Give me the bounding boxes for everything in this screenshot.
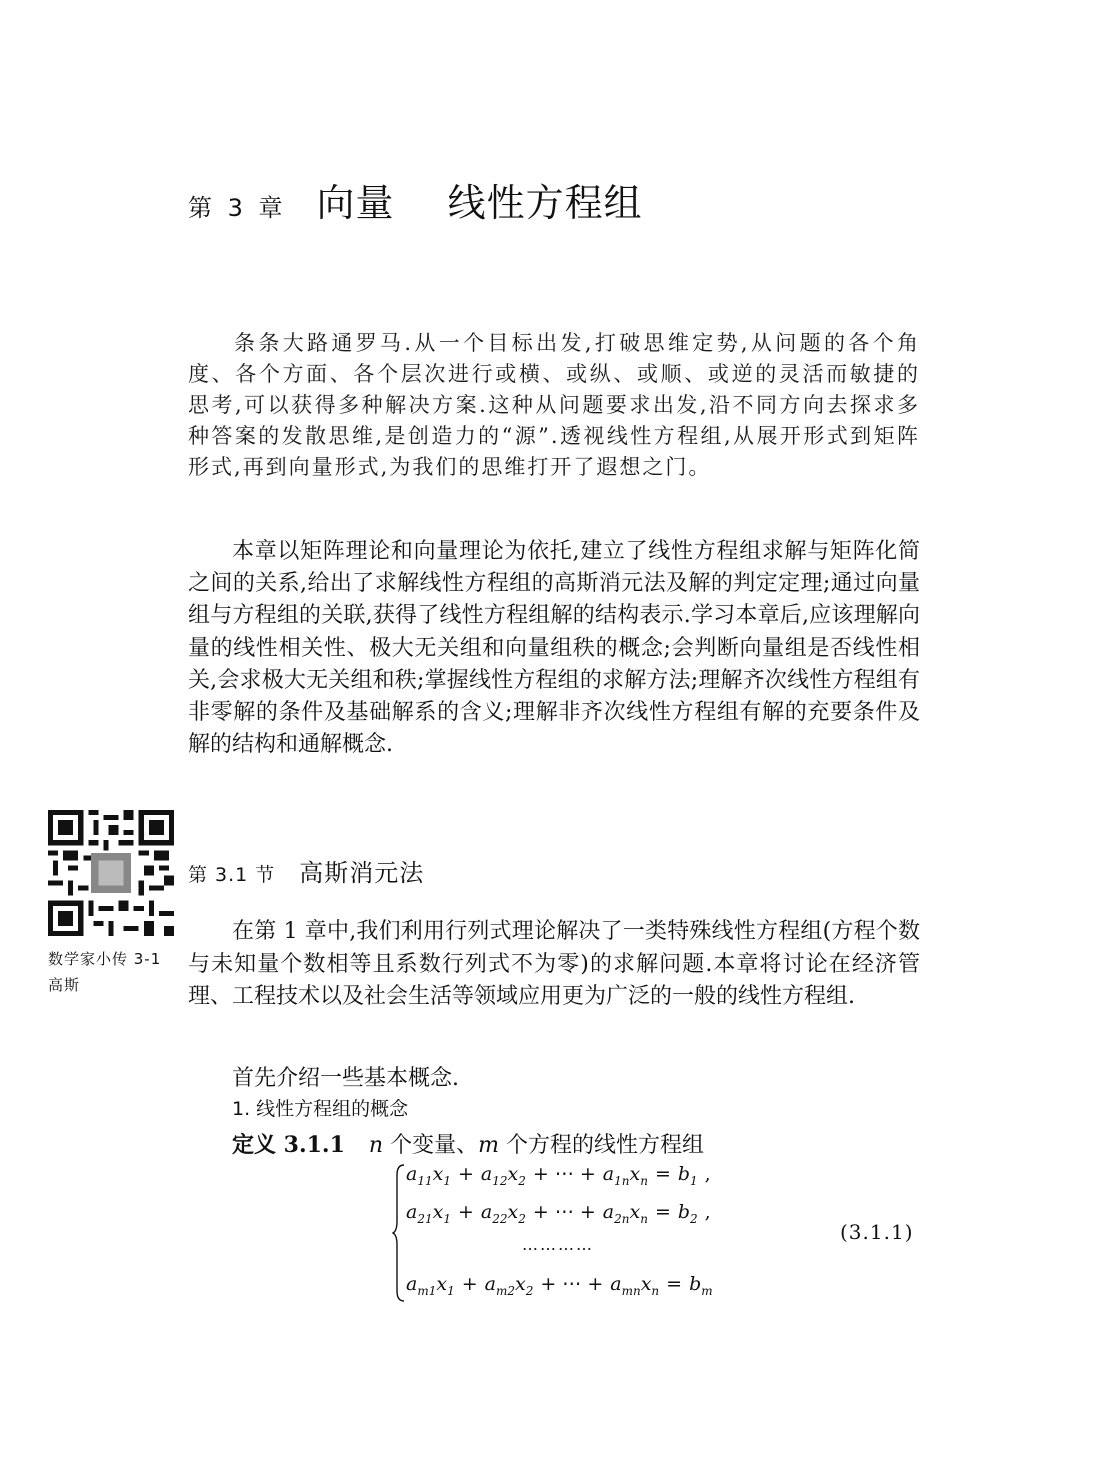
epigraph-paragraph: 条条大路通罗马.从一个目标出发,打破思维定势,从问题的各个角度、各个方面、各个层次进行或横、或纵、或顺、或逆的灵活而敏捷的思考,可以获得多种解决方案.这种从问题要求出发,沿不同方向去探求多种答案的发散思维,是创造力的“源”.透视线性方程组,从展开形式到矩阵形式,再到向量形式,为我们的思维打开了遐想之门。: [188, 331, 920, 479]
section-number: 第 3.1 节: [188, 864, 276, 886]
linear-equation-system: [392, 1163, 732, 1303]
equation-ellipsis: …………: [522, 1235, 594, 1254]
equation-row-2: $a_{21}x_1 + a_{22}x_2$ + ⋯ + $a_{2n}x_n = b_2$ ,: [406, 1201, 711, 1226]
chapter-title: 向量 线性方程组: [316, 181, 643, 225]
definition-text: n 个变量、m 个方程的线性方程组: [368, 1133, 704, 1158]
variable-n: n: [368, 1133, 384, 1158]
sidebar-caption-title: 数学家小传 3-1: [48, 950, 162, 968]
chapter-heading: [188, 172, 643, 225]
sidebar-caption: [48, 946, 161, 998]
qr-code-icon[interactable]: [48, 810, 174, 936]
variable-m: m: [478, 1133, 499, 1158]
chapter-intro-paragraph: 本章以矩阵理论和向量理论为依托,建立了线性方程组求解与矩阵化简之间的关系,给出了求解线性方程组的高斯消元法及解的判定定理;通过向量组与方程组的关联,获得了线性方程组解的结构表示.学习本章后,应该理解向量的线性相关性、极大无关组和向量组秩的概念;会判断向量组是否线性相关,会求极大无关组和秩;掌握线性方程组的求解方法;理解齐次线性方程组有非零解的条件及基础解系的含义;理解非齐次线性方程组有解的充要条件及解的结构和通解概念.: [188, 539, 920, 758]
equation-row-1: $a_{11}x_1 + a_{12}x_2$ + ⋯ + $a_{1n}x_n = b_1$ ,: [406, 1163, 711, 1188]
section-heading: [188, 853, 424, 888]
equation-number: (3.1.1): [840, 1220, 914, 1244]
section-title: 高斯消元法: [299, 859, 425, 887]
section-paragraph: 在第 1 章中,我们利用行列式理论解决了一类特殊线性方程组(方程个数与未知量个数相等且系数行列式不为零)的求解问题.本章将讨论在经济管理、工程技术以及社会生活等领域应用更为广泛的一般的线性方程组.: [188, 919, 920, 1009]
subsection-heading: 1. 线性方程组的概念: [232, 1098, 409, 1120]
equation-row-m: $a_{m1}x_1 + a_{m2}x_2$ + ⋯ + $a_{mn}x_n = b_m$: [406, 1273, 713, 1298]
lead-paragraph: 首先介绍一些基本概念.: [232, 1066, 459, 1091]
definition-label: 定义 3.1.1: [232, 1132, 345, 1158]
chapter-number: 第 3 章: [188, 194, 287, 222]
definition-line: [232, 1128, 704, 1159]
sidebar-caption-name: 高斯: [48, 976, 81, 994]
left-brace-icon: [392, 1163, 406, 1303]
